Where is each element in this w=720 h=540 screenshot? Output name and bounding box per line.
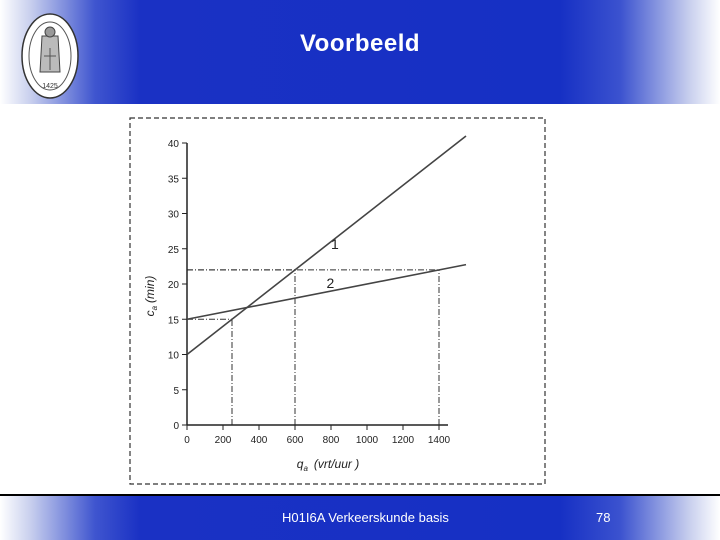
x-axis-label-sub: a	[303, 464, 308, 473]
seal-year: 1425	[42, 83, 58, 90]
y-axis-label-main: c	[143, 310, 157, 317]
slide-title: Voorbeeld	[299, 30, 421, 57]
x-tick-label: 1200	[391, 435, 415, 446]
y-tick-label: 25	[167, 244, 179, 256]
x-tick-label: 1000	[355, 435, 379, 446]
footer-divider	[0, 494, 720, 496]
y-tick-label: 5	[173, 385, 179, 397]
chart	[128, 116, 548, 488]
x-tick-label: 800	[322, 435, 340, 446]
x-axis-label-rest: (vrt/uur )	[313, 457, 360, 471]
x-tick-label: 1400	[427, 435, 451, 446]
x-tick-label: 600	[286, 435, 304, 446]
x-tick-label: 400	[250, 435, 268, 446]
footer-page-number: 78	[596, 510, 611, 525]
y-tick-label: 15	[167, 315, 179, 327]
y-tick-label: 20	[167, 280, 179, 291]
series-label-2: 2	[326, 275, 335, 292]
y-tick-label: 10	[167, 350, 179, 362]
y-axis-label-sub: a	[150, 305, 159, 311]
x-tick-label: 0	[184, 435, 190, 446]
x-tick-label: 200	[214, 435, 232, 446]
y-tick-label: 0	[173, 421, 179, 432]
footer-course-name: H01I6A Verkeerskunde basis	[282, 510, 449, 525]
y-tick-label: 35	[167, 174, 179, 186]
y-tick-label: 40	[167, 139, 179, 150]
y-tick-label: 30	[167, 209, 179, 221]
chart-frame	[130, 118, 545, 484]
y-axis-label-rest: (min)	[143, 275, 157, 303]
chart-container	[128, 116, 548, 488]
series-label-1: 1	[331, 235, 339, 252]
x-axis-label-main: q	[296, 457, 304, 471]
